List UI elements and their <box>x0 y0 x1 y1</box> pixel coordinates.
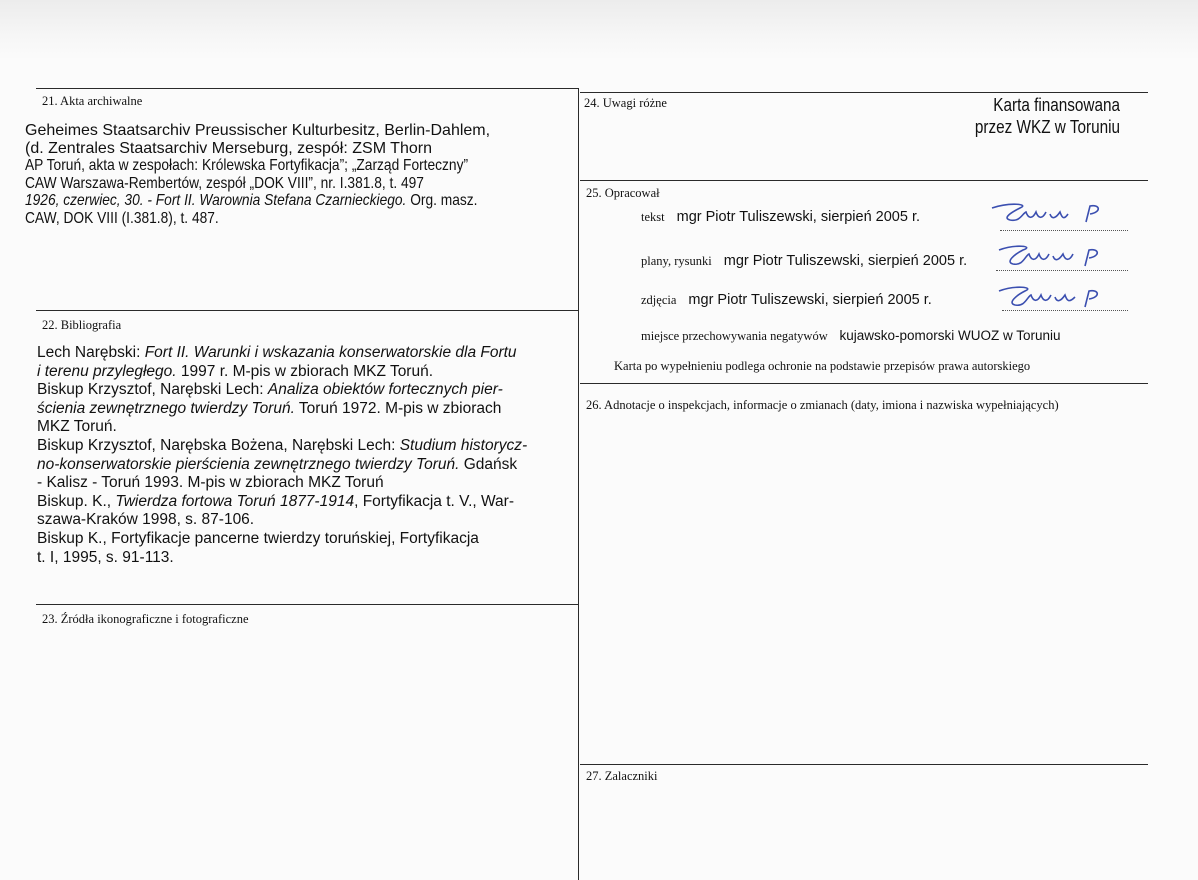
signature-line <box>1000 230 1128 231</box>
bibliography-line: Biskup K., Fortyfikacje pancerne twierdzy toruńskiej, Fortyfikacja <box>37 529 479 547</box>
photos-author: mgr Piotr Tuliszewski, sierpień 2005 r. <box>688 292 932 308</box>
bibliography-line: szawa-Kraków 1998, s. 87-106. <box>37 511 255 529</box>
archive-line: AP Toruń, akta w zespołach: Królewska Fortyfikacja”; „Zarząd Forteczny” <box>25 157 469 174</box>
section-26-title: 26. Adnotacje o inspekcjach, informacje o zmianach (daty, imiona i nazwiska wypełniających) <box>586 398 1059 412</box>
archive-line: CAW, DOK VIII (I.381.8), t. 487. <box>25 209 219 227</box>
divider-24-25 <box>580 180 1148 181</box>
archive-line: CAW Warszawa-Rembertów, zespół „DOK VIII”, nr. I.381.8, t. 497 <box>25 174 424 192</box>
author-text-row <box>641 209 920 225</box>
funding-note <box>940 94 1120 138</box>
bibliography-line: Biskup Krzysztof, Narębski Lech: Analiza obiektów fortecznych pier- <box>37 381 503 399</box>
signature-2 <box>995 242 1115 272</box>
author-plans-row <box>641 253 967 269</box>
text-label: tekst <box>641 210 665 224</box>
divider-25-26 <box>580 383 1148 384</box>
plans-author: mgr Piotr Tuliszewski, sierpień 2005 r. <box>723 253 968 269</box>
scan-shadow <box>0 0 1198 60</box>
archive-line: 1926, czerwiec, 30. - Fort II. Warownia Stefana Czarnieckiego. Org. masz. <box>25 192 478 209</box>
archive-line: Geheimes Staatsarchiv Preussischer Kulturbesitz, Berlin-Dahlem, <box>25 122 491 139</box>
signature-1 <box>990 200 1110 230</box>
bibliography-line: t. I, 1995, s. 91-113. <box>37 548 174 566</box>
divider-26-27 <box>580 764 1148 765</box>
divider-22-23 <box>36 604 578 605</box>
section-24-title: 24. Uwagi różne <box>584 96 667 110</box>
bibliography-line: Lech Narębski: Fort II. Warunki i wskazania konserwatorskie dla Fortu <box>37 344 517 361</box>
archive-line: (d. Zentrales Staatsarchiv Merseburg, zespół: ZSM Thorn <box>25 139 432 157</box>
plans-label: plany, rysunki <box>641 254 712 268</box>
divider-21-22 <box>36 310 578 311</box>
bibliography-line: Biskup Krzysztof, Narębska Bożena, Narębski Lech: Studium historycz- <box>37 436 528 454</box>
divider-vertical <box>578 88 579 880</box>
section-21-title: 21. Akta archiwalne <box>42 94 143 108</box>
text-author: mgr Piotr Tuliszewski, sierpień 2005 r. <box>676 209 921 225</box>
copyright-note: Karta po wypełnieniu podlega ochronie na podstawie przepisów prawa autorskiego <box>614 359 1031 373</box>
divider-top-right <box>580 92 1148 93</box>
section-21-content <box>25 122 551 227</box>
negatives-label: miejsce przechowywania negatywów <box>641 329 828 343</box>
bibliography-line: no-konserwatorskie pierścienia zewnętrznego twierdzy Toruń. Gdańsk <box>37 455 518 473</box>
section-27-title: 27. Zalaczniki <box>586 769 658 783</box>
photos-label: zdjęcia <box>641 293 677 307</box>
bibliography-line: - Kalisz - Toruń 1993. M-pis w zbiorach MKZ Toruń <box>37 474 384 492</box>
section-22-content <box>37 344 527 567</box>
funding-line-1: Karta finansowana <box>993 95 1120 115</box>
negatives-location-row <box>641 328 1061 344</box>
section-22-title: 22. Bibliografia <box>42 318 122 332</box>
section-25-title: 25. Opracował <box>586 186 660 200</box>
funding-line-2: przez WKZ w Toruniu <box>974 117 1120 137</box>
bibliography-line: i terenu przyległego. 1997 r. M-pis w zbiorach MKZ Toruń. <box>37 362 434 380</box>
signature-3 <box>995 283 1115 313</box>
bibliography-line: MKZ Toruń. <box>37 418 117 436</box>
negatives-location: kujawsko-pomorski WUOZ w Toruniu <box>839 328 1061 343</box>
bibliography-line: Biskup. K., Twierdza fortowa Toruń 1877-1914, Fortyfikacja t. V., War- <box>37 492 514 510</box>
bibliography-line: ścienia zewnętrznego twierdzy Toruń. Toruń 1972. M-pis w zbiorach <box>37 399 502 417</box>
divider-top-left <box>36 88 578 89</box>
author-photos-row <box>641 292 932 308</box>
section-23-title: 23. Źródła ikonograficzne i fotograficzne <box>42 612 249 626</box>
